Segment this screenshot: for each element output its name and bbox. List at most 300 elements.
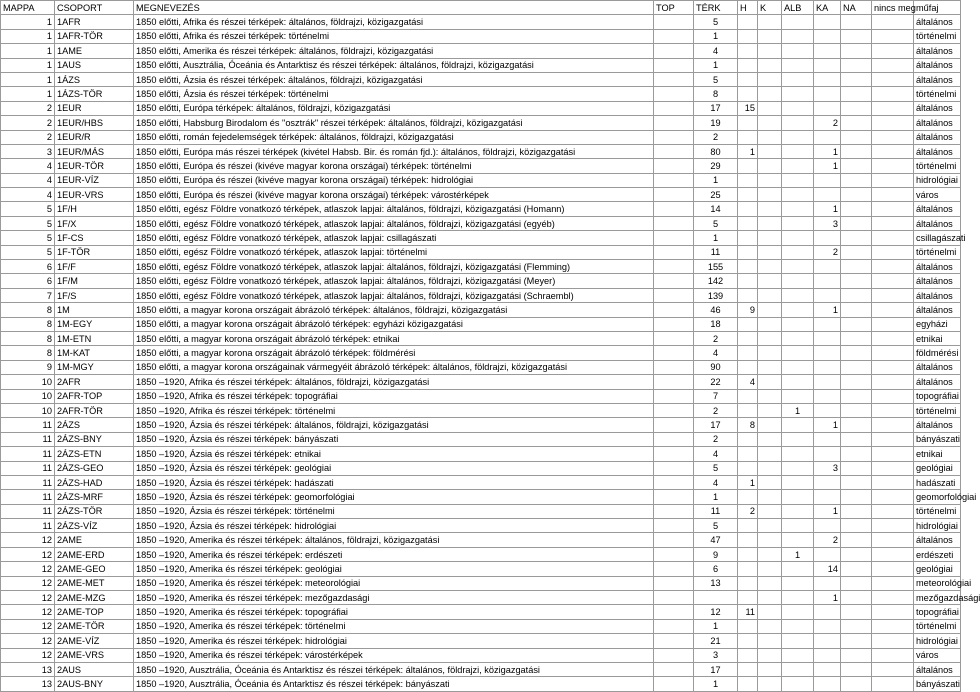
mufaj-cell: bányászati — [914, 432, 961, 446]
col-header-top: TOP — [654, 1, 694, 15]
megnevezes-cell: 1850 előtti, a magyar korona országait ábrázoló térképek: földmérési — [134, 346, 654, 360]
table-row — [1, 519, 961, 533]
terk-cell: 14 — [694, 202, 738, 216]
terk-cell: 2 — [694, 403, 738, 417]
top-cell — [654, 504, 694, 518]
top-cell — [654, 591, 694, 605]
top-cell — [654, 432, 694, 446]
nincs-meg-cell — [872, 490, 914, 504]
h-cell: 9 — [738, 303, 758, 317]
mappa-cell: 12 — [1, 605, 55, 619]
table-row — [1, 490, 961, 504]
top-cell — [654, 317, 694, 331]
h-cell — [738, 619, 758, 633]
h-cell — [738, 662, 758, 676]
mufaj-cell: etnikai — [914, 447, 961, 461]
nincs-meg-cell — [872, 331, 914, 345]
terk-cell: 1 — [694, 231, 738, 245]
k-cell — [758, 403, 782, 417]
k-cell — [758, 288, 782, 302]
k-cell — [758, 231, 782, 245]
nincs-meg-cell — [872, 519, 914, 533]
csoport-cell: 2AFR-TOP — [55, 389, 134, 403]
megnevezes-cell: 1850 –1920, Ausztrália, Óceánia és Antarktisz és részei térképek: általános, földrajzi, közigazgatási — [134, 662, 654, 676]
csoport-cell: 1EUR/R — [55, 130, 134, 144]
megnevezes-cell: 1850 –1920, Amerika és részei térképek: általános, földrajzi, közigazgatási — [134, 533, 654, 547]
mappa-cell: 5 — [1, 202, 55, 216]
nincs-meg-cell — [872, 260, 914, 274]
mappa-cell: 12 — [1, 547, 55, 561]
k-cell — [758, 303, 782, 317]
k-cell — [758, 58, 782, 72]
mufaj-cell: csillagászati — [914, 231, 961, 245]
ka-cell — [814, 130, 841, 144]
ka-cell — [814, 360, 841, 374]
ka-cell — [814, 331, 841, 345]
megnevezes-cell: 1850 előtti, Amerika és részei térképek: általános, földrajzi, közigazgatási — [134, 44, 654, 58]
csoport-cell: 1F-TÖR — [55, 245, 134, 259]
mufaj-cell: hidrológiai — [914, 634, 961, 648]
top-cell — [654, 375, 694, 389]
na-cell — [841, 403, 872, 417]
alb-cell — [782, 389, 814, 403]
nincs-meg-cell — [872, 29, 914, 43]
table-row — [1, 274, 961, 288]
mappa-cell: 11 — [1, 475, 55, 489]
h-cell — [738, 360, 758, 374]
h-cell — [738, 490, 758, 504]
alb-cell — [782, 418, 814, 432]
mufaj-cell: általános — [914, 101, 961, 115]
mufaj-cell: általános — [914, 303, 961, 317]
mufaj-cell: földmérési — [914, 346, 961, 360]
mappa-cell: 11 — [1, 504, 55, 518]
ka-cell — [814, 288, 841, 302]
csoport-cell: 1EUR/HBS — [55, 116, 134, 130]
table-row — [1, 562, 961, 576]
alb-cell: 1 — [782, 403, 814, 417]
mappa-cell: 11 — [1, 490, 55, 504]
alb-cell — [782, 490, 814, 504]
terk-cell: 2 — [694, 130, 738, 144]
nincs-meg-cell — [872, 576, 914, 590]
csoport-cell: 2ÁZS-TÖR — [55, 504, 134, 518]
table-row — [1, 662, 961, 676]
h-cell — [738, 648, 758, 662]
na-cell — [841, 475, 872, 489]
terk-cell: 18 — [694, 317, 738, 331]
ka-cell — [814, 619, 841, 633]
table-row — [1, 144, 961, 158]
k-cell — [758, 547, 782, 561]
ka-cell — [814, 375, 841, 389]
megnevezes-cell: 1850 előtti, Afrika és részei térképek: történelmi — [134, 29, 654, 43]
ka-cell — [814, 519, 841, 533]
megnevezes-cell: 1850 előtti, román fejedelemségek térképek: általános, földrajzi, közigazgatási — [134, 130, 654, 144]
mufaj-cell: általános — [914, 144, 961, 158]
nincs-meg-cell — [872, 461, 914, 475]
terk-cell: 29 — [694, 159, 738, 173]
csoport-cell: 1F/H — [55, 202, 134, 216]
na-cell — [841, 447, 872, 461]
nincs-meg-cell — [872, 418, 914, 432]
megnevezes-cell: 1850 –1920, Amerika és részei térképek: mezőgazdasági — [134, 591, 654, 605]
nincs-meg-cell — [872, 591, 914, 605]
csoport-cell: 2AME-ERD — [55, 547, 134, 561]
mufaj-cell: geológiai — [914, 562, 961, 576]
top-cell — [654, 29, 694, 43]
csoport-cell: 2ÁZS — [55, 418, 134, 432]
ka-cell — [814, 677, 841, 691]
csoport-cell: 2AME-GEO — [55, 562, 134, 576]
ka-cell — [814, 475, 841, 489]
h-cell — [738, 403, 758, 417]
k-cell — [758, 116, 782, 130]
ka-cell — [814, 389, 841, 403]
mappa-cell: 12 — [1, 576, 55, 590]
ka-cell: 2 — [814, 533, 841, 547]
h-cell: 8 — [738, 418, 758, 432]
table-row — [1, 576, 961, 590]
top-cell — [654, 619, 694, 633]
nincs-meg-cell — [872, 375, 914, 389]
table-row — [1, 591, 961, 605]
h-cell — [738, 288, 758, 302]
na-cell — [841, 432, 872, 446]
megnevezes-cell: 1850 előtti, Ausztrália, Óceánia és Antarktisz és részei térképek: általános, földrajzi, közigazgatási — [134, 58, 654, 72]
megnevezes-cell: 1850 –1920, Amerika és részei térképek: történelmi — [134, 619, 654, 633]
alb-cell — [782, 375, 814, 389]
mappa-cell: 12 — [1, 533, 55, 547]
table-row — [1, 619, 961, 633]
terk-cell: 4 — [694, 447, 738, 461]
mufaj-cell: hidrológiai — [914, 173, 961, 187]
megnevezes-cell: 1850 előtti, Habsburg Birodalom és "osztrák" részei térképek: általános, földrajzi, közigazgatási — [134, 116, 654, 130]
csoport-cell: 2ÁZS-MRF — [55, 490, 134, 504]
table-row — [1, 533, 961, 547]
alb-cell — [782, 360, 814, 374]
mufaj-cell: erdészeti — [914, 547, 961, 561]
terk-cell: 12 — [694, 605, 738, 619]
top-cell — [654, 662, 694, 676]
top-cell — [654, 101, 694, 115]
megnevezes-cell: 1850 előtti, Európa és részei (kivéve magyar korona országai) térképek: várostérképek — [134, 188, 654, 202]
top-cell — [654, 15, 694, 29]
table-row — [1, 389, 961, 403]
h-cell — [738, 216, 758, 230]
na-cell — [841, 245, 872, 259]
ka-cell: 1 — [814, 591, 841, 605]
top-cell — [654, 44, 694, 58]
nincs-meg-cell — [872, 677, 914, 691]
nincs-meg-cell — [872, 188, 914, 202]
terk-cell: 25 — [694, 188, 738, 202]
terk-cell: 47 — [694, 533, 738, 547]
top-cell — [654, 58, 694, 72]
mufaj-cell: történelmi — [914, 619, 961, 633]
terk-cell: 142 — [694, 274, 738, 288]
top-cell — [654, 245, 694, 259]
nincs-meg-cell — [872, 144, 914, 158]
top-cell — [654, 331, 694, 345]
csoport-cell: 1F/M — [55, 274, 134, 288]
terk-cell — [694, 591, 738, 605]
mufaj-cell: geomorfológiai — [914, 490, 961, 504]
k-cell — [758, 662, 782, 676]
h-cell — [738, 202, 758, 216]
alb-cell — [782, 58, 814, 72]
nincs-meg-cell — [872, 231, 914, 245]
terk-cell: 5 — [694, 461, 738, 475]
top-cell — [654, 116, 694, 130]
col-header-na: NA — [841, 1, 872, 15]
mappa-cell: 11 — [1, 461, 55, 475]
terk-cell: 3 — [694, 648, 738, 662]
mappa-cell: 4 — [1, 173, 55, 187]
megnevezes-cell: 1850 előtti, Európa és részei (kivéve magyar korona országai) térképek: hidrológiai — [134, 173, 654, 187]
table-row — [1, 331, 961, 345]
h-cell — [738, 58, 758, 72]
alb-cell — [782, 619, 814, 633]
alb-cell — [782, 231, 814, 245]
alb-cell — [782, 216, 814, 230]
csoport-cell: 1F/S — [55, 288, 134, 302]
mappa-cell: 8 — [1, 346, 55, 360]
na-cell — [841, 144, 872, 158]
mufaj-cell: általános — [914, 202, 961, 216]
ka-cell: 2 — [814, 245, 841, 259]
ka-cell — [814, 29, 841, 43]
megnevezes-cell: 1850 –1920, Afrika és részei térképek: topográfiai — [134, 389, 654, 403]
top-cell — [654, 173, 694, 187]
nincs-meg-cell — [872, 648, 914, 662]
top-cell — [654, 188, 694, 202]
megnevezes-cell: 1850 –1920, Ázsia és részei térképek: etnikai — [134, 447, 654, 461]
mufaj-cell: történelmi — [914, 159, 961, 173]
na-cell — [841, 159, 872, 173]
csoport-cell: 2AME-VRS — [55, 648, 134, 662]
table-row — [1, 216, 961, 230]
na-cell — [841, 44, 872, 58]
na-cell — [841, 605, 872, 619]
megnevezes-cell: 1850 előtti, a magyar korona országait ábrázoló térképek: etnikai — [134, 331, 654, 345]
terk-cell: 17 — [694, 662, 738, 676]
na-cell — [841, 173, 872, 187]
terk-cell: 5 — [694, 216, 738, 230]
h-cell: 11 — [738, 605, 758, 619]
megnevezes-cell: 1850 –1920, Amerika és részei térképek: meteorológiai — [134, 576, 654, 590]
k-cell — [758, 490, 782, 504]
mappa-cell: 6 — [1, 274, 55, 288]
k-cell — [758, 202, 782, 216]
k-cell — [758, 72, 782, 86]
megnevezes-cell: 1850 –1920, Ausztrália, Óceánia és Antarktisz és részei térképek: bányászati — [134, 677, 654, 691]
nincs-meg-cell — [872, 216, 914, 230]
mappa-cell: 2 — [1, 116, 55, 130]
alb-cell — [782, 605, 814, 619]
table-row — [1, 58, 961, 72]
ka-cell — [814, 231, 841, 245]
k-cell — [758, 274, 782, 288]
h-cell — [738, 159, 758, 173]
mufaj-cell: általános — [914, 375, 961, 389]
h-cell — [738, 447, 758, 461]
table-row — [1, 432, 961, 446]
top-cell — [654, 634, 694, 648]
top-cell — [654, 231, 694, 245]
top-cell — [654, 260, 694, 274]
na-cell — [841, 562, 872, 576]
nincs-meg-cell — [872, 634, 914, 648]
alb-cell — [782, 188, 814, 202]
k-cell — [758, 634, 782, 648]
mappa-cell: 1 — [1, 15, 55, 29]
table-row — [1, 260, 961, 274]
csoport-cell: 2AFR — [55, 375, 134, 389]
mappa-cell: 2 — [1, 130, 55, 144]
ka-cell: 1 — [814, 202, 841, 216]
top-cell — [654, 303, 694, 317]
mufaj-cell: egyházi — [914, 317, 961, 331]
nincs-meg-cell — [872, 58, 914, 72]
mufaj-cell: hadászati — [914, 475, 961, 489]
csoport-cell: 2AME-VÍZ — [55, 634, 134, 648]
table-row — [1, 101, 961, 115]
megnevezes-cell: 1850 –1920, Ázsia és részei térképek: történelmi — [134, 504, 654, 518]
col-header-mufaj: műfaj — [914, 1, 961, 15]
alb-cell — [782, 245, 814, 259]
h-cell — [738, 72, 758, 86]
nincs-meg-cell — [872, 44, 914, 58]
mufaj-cell: általános — [914, 116, 961, 130]
alb-cell — [782, 662, 814, 676]
na-cell — [841, 591, 872, 605]
terk-cell: 9 — [694, 547, 738, 561]
h-cell — [738, 317, 758, 331]
k-cell — [758, 562, 782, 576]
col-header-megnevezes: MEGNEVEZÉS — [134, 1, 654, 15]
megnevezes-cell: 1850 –1920, Amerika és részei térképek: geológiai — [134, 562, 654, 576]
top-cell — [654, 677, 694, 691]
table-row — [1, 605, 961, 619]
mufaj-cell: általános — [914, 72, 961, 86]
csoport-cell: 1AME — [55, 44, 134, 58]
ka-cell — [814, 58, 841, 72]
h-cell — [738, 461, 758, 475]
table-row — [1, 648, 961, 662]
k-cell — [758, 159, 782, 173]
csoport-cell: 1EUR-TÖR — [55, 159, 134, 173]
terk-cell: 17 — [694, 101, 738, 115]
csoport-cell: 1M-EGY — [55, 317, 134, 331]
megnevezes-cell: 1850 –1920, Amerika és részei térképek: hidrológiai — [134, 634, 654, 648]
ka-cell — [814, 260, 841, 274]
na-cell — [841, 29, 872, 43]
terk-cell: 1 — [694, 677, 738, 691]
h-cell: 1 — [738, 144, 758, 158]
table-row — [1, 245, 961, 259]
csoport-cell: 1EUR-VRS — [55, 188, 134, 202]
top-cell — [654, 648, 694, 662]
terk-cell: 46 — [694, 303, 738, 317]
mappa-cell: 12 — [1, 562, 55, 576]
ka-cell — [814, 547, 841, 561]
ka-cell: 1 — [814, 303, 841, 317]
top-cell — [654, 605, 694, 619]
ka-cell — [814, 605, 841, 619]
nincs-meg-cell — [872, 562, 914, 576]
csoport-cell: 1AFR-TÖR — [55, 29, 134, 43]
mufaj-cell: általános — [914, 44, 961, 58]
k-cell — [758, 591, 782, 605]
mufaj-cell: általános — [914, 662, 961, 676]
terk-cell: 2 — [694, 432, 738, 446]
k-cell — [758, 619, 782, 633]
top-cell — [654, 547, 694, 561]
mufaj-cell: mezőgazdasági — [914, 591, 961, 605]
ka-cell — [814, 87, 841, 101]
na-cell — [841, 116, 872, 130]
alb-cell — [782, 144, 814, 158]
mufaj-cell: város — [914, 188, 961, 202]
ka-cell: 1 — [814, 144, 841, 158]
ka-cell: 3 — [814, 461, 841, 475]
k-cell — [758, 389, 782, 403]
csoport-cell: 1F/F — [55, 260, 134, 274]
csoport-cell: 2AME-MZG — [55, 591, 134, 605]
col-header-h: H — [738, 1, 758, 15]
megnevezes-cell: 1850 előtti, egész Földre vonatkozó térképek, atlaszok lapjai: általános, földrajzi, közigazgatási (Homann) — [134, 202, 654, 216]
megnevezes-cell: 1850 előtti, egész Földre vonatkozó térképek, atlaszok lapjai: csillagászati — [134, 231, 654, 245]
table-row — [1, 303, 961, 317]
nincs-meg-cell — [872, 403, 914, 417]
table-row — [1, 634, 961, 648]
mappa-cell: 12 — [1, 648, 55, 662]
mappa-cell: 1 — [1, 29, 55, 43]
h-cell — [738, 44, 758, 58]
mufaj-cell: általános — [914, 15, 961, 29]
top-cell — [654, 562, 694, 576]
ka-cell — [814, 648, 841, 662]
h-cell — [738, 231, 758, 245]
nincs-meg-cell — [872, 202, 914, 216]
nincs-meg-cell — [872, 432, 914, 446]
mappa-cell: 9 — [1, 360, 55, 374]
mufaj-cell: meteorológiai — [914, 576, 961, 590]
na-cell — [841, 418, 872, 432]
ka-cell — [814, 346, 841, 360]
table-row — [1, 461, 961, 475]
ka-cell — [814, 173, 841, 187]
mufaj-cell: általános — [914, 216, 961, 230]
h-cell — [738, 591, 758, 605]
alb-cell — [782, 317, 814, 331]
alb-cell — [782, 260, 814, 274]
megnevezes-cell: 1850 –1920, Ázsia és részei térképek: geológiai — [134, 461, 654, 475]
ka-cell — [814, 662, 841, 676]
h-cell — [738, 245, 758, 259]
alb-cell — [782, 475, 814, 489]
csoport-cell: 1EUR-VÍZ — [55, 173, 134, 187]
nincs-meg-cell — [872, 87, 914, 101]
nincs-meg-cell — [872, 15, 914, 29]
csoport-cell: 1F-CS — [55, 231, 134, 245]
na-cell — [841, 648, 872, 662]
table-row — [1, 418, 961, 432]
top-cell — [654, 87, 694, 101]
col-header-nincs-meg: nincs meg — [872, 1, 914, 15]
k-cell — [758, 605, 782, 619]
